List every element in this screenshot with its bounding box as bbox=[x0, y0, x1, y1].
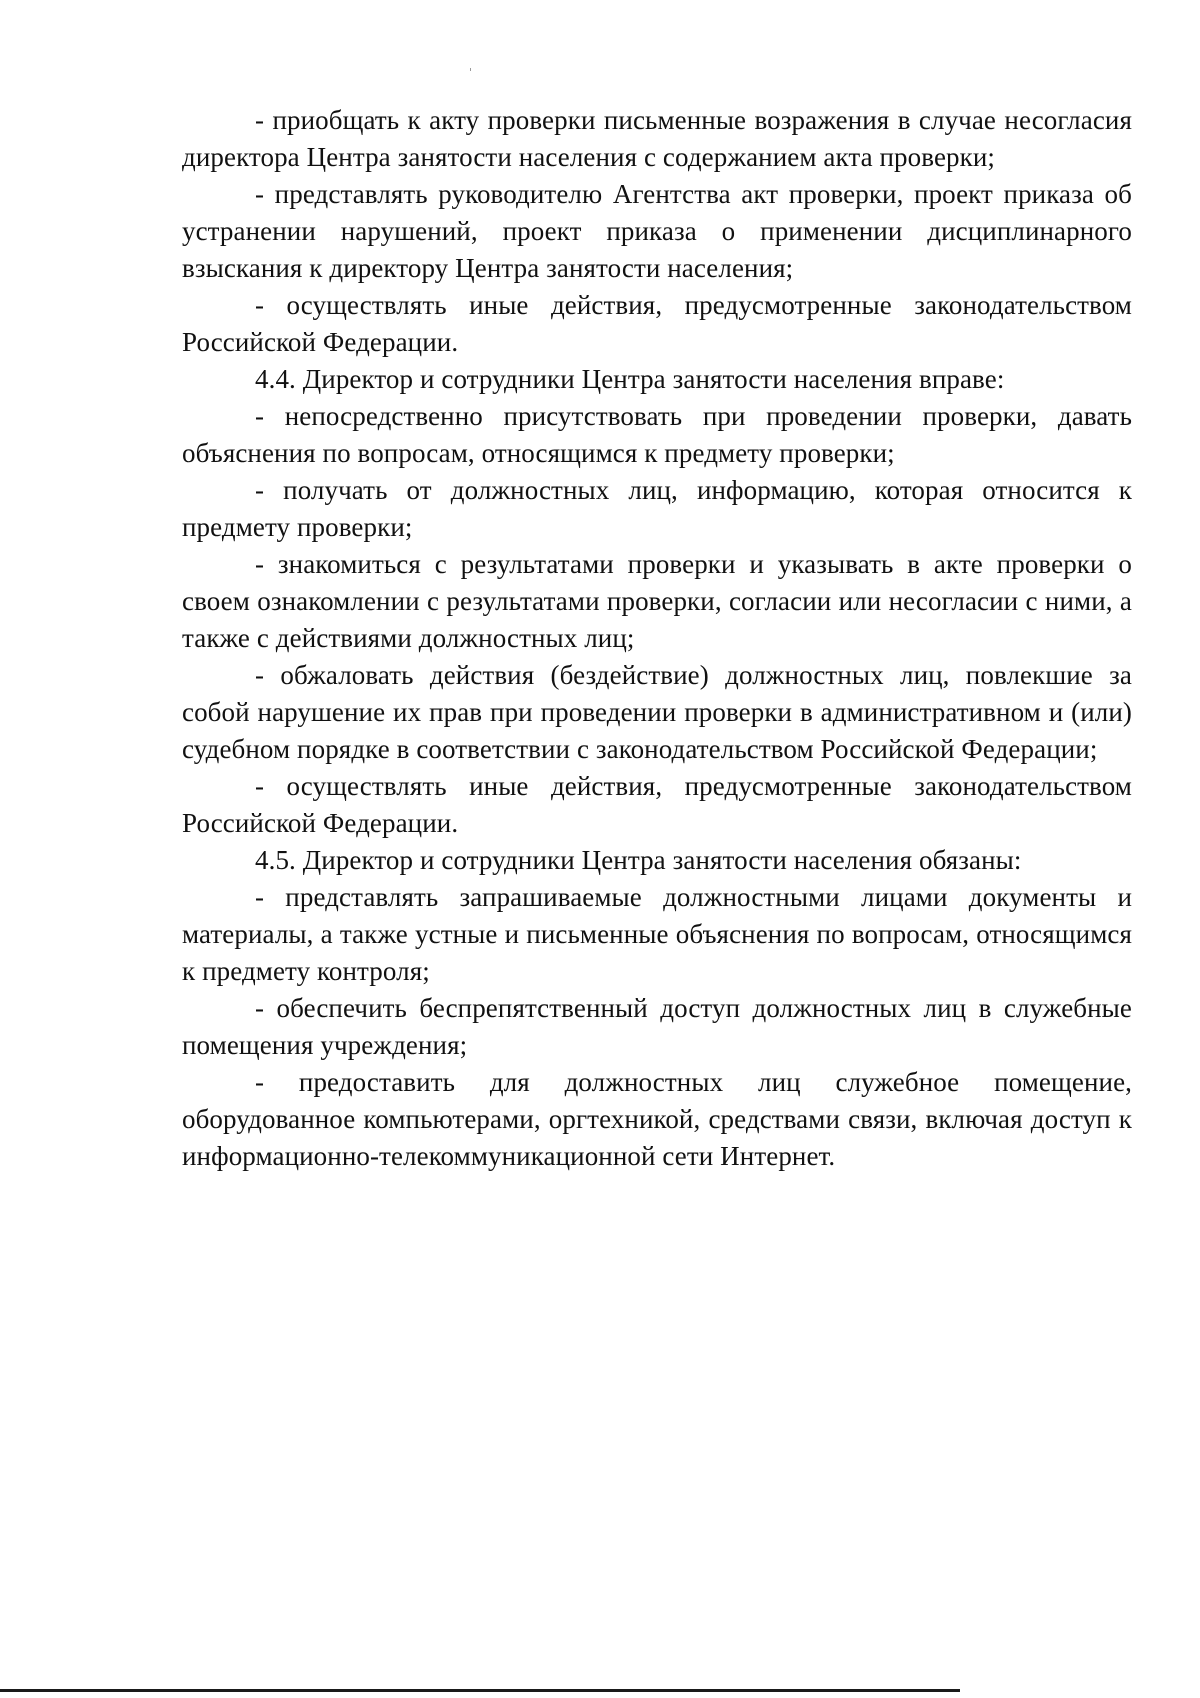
paragraph-be-present: - непосредственно присутствовать при проведении проверки, давать объяснения по вопросам, относящимся к предмету проверки; bbox=[182, 401, 1132, 468]
clause-4-5-heading: 4.5. Директор и сотрудники Центра занятости населения обязаны: bbox=[255, 845, 1022, 875]
paragraph-provide-documents: - представлять запрашиваемые должностными лицами документы и материалы, а также устные и письменные объяснения по вопросам, относящимся к предмету контроля; bbox=[182, 882, 1132, 986]
paragraph-attach-objections: - приобщать к акту проверки письменные возражения в случае несогласия директора Центра занятости населения с содержанием акта проверки; bbox=[182, 105, 1132, 172]
paragraph-appeal-actions: - обжаловать действия (бездействие) должностных лиц, повлекшие за собой нарушение их прав при проведении проверки в административном и (или) судебном порядке в соответствии с законодательством Российской Федерации; bbox=[182, 660, 1132, 764]
document-body bbox=[182, 102, 1132, 1175]
scan-speck bbox=[470, 68, 471, 71]
paragraph-other-actions-1: - осуществлять иные действия, предусмотренные законодательством Российской Федерации. bbox=[182, 290, 1132, 357]
paragraph-review-results: - знакомиться с результатами проверки и указывать в акте проверки о своем ознакомлении с результатами проверки, согласии или несогласии с ними, а также с действиями должностных лиц; bbox=[182, 549, 1132, 653]
paragraph-provide-premises: - предоставить для должностных лиц служебное помещение, оборудованное компьютерами, оргтехникой, средствами связи, включая доступ к информационно-телекоммуникационной сети Интернет. bbox=[182, 1067, 1132, 1171]
bottom-rule bbox=[0, 1689, 960, 1692]
paragraph-submit-act: - представлять руководителю Агентства акт проверки, проект приказа об устранении нарушений, проект приказа о применении дисциплинарного взыскания к директору Центра занятости населения; bbox=[182, 179, 1132, 283]
paragraph-other-actions-2: - осуществлять иные действия, предусмотренные законодательством Российской Федерации. bbox=[182, 771, 1132, 838]
paragraph-ensure-access: - обеспечить беспрепятственный доступ должностных лиц в служебные помещения учреждения; bbox=[182, 993, 1132, 1060]
paragraph-receive-info: - получать от должностных лиц, информацию, которая относится к предмету проверки; bbox=[182, 475, 1132, 542]
clause-4-4-heading: 4.4. Директор и сотрудники Центра занятости населения вправе: bbox=[255, 364, 1005, 394]
